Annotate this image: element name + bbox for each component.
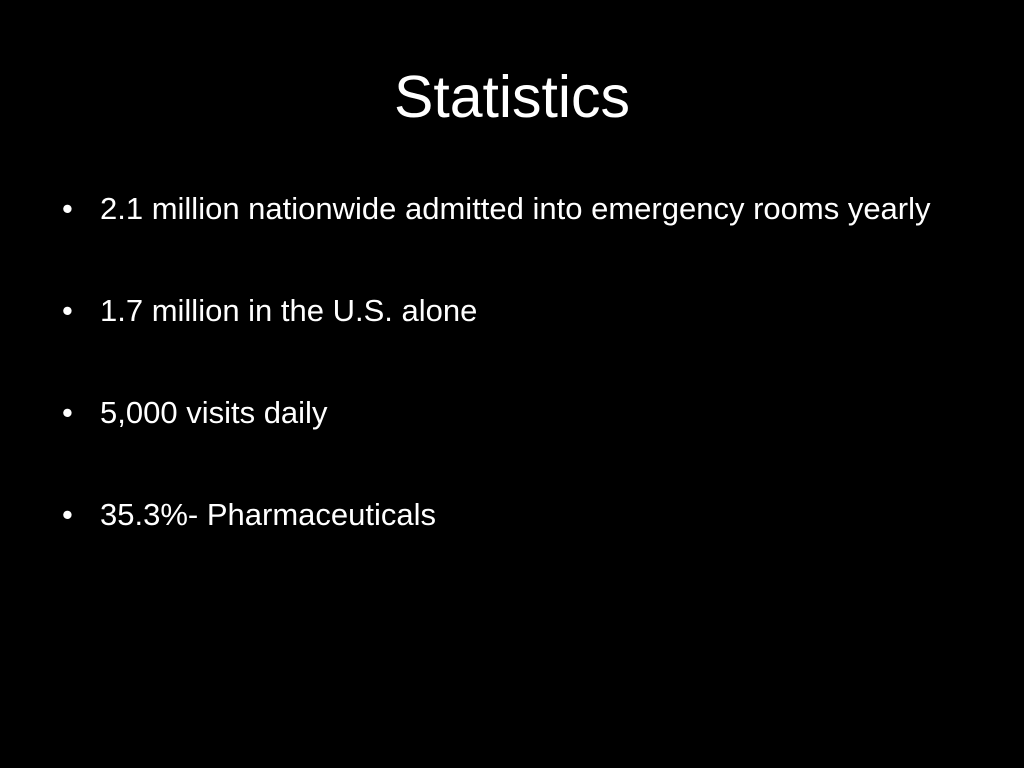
bullet-text: 2.1 million nationwide admitted into emergency rooms yearly (100, 191, 931, 226)
bullet-dot-icon: • (62, 395, 73, 430)
bullet-dot-icon: • (62, 191, 73, 226)
bullet-item (62, 188, 962, 229)
bullet-text: 1.7 million in the U.S. alone (100, 293, 478, 328)
bullet-list (62, 188, 962, 596)
bullet-text: 35.3%- Pharmaceuticals (100, 497, 436, 532)
bullet-dot-icon: • (62, 293, 73, 328)
slide-title: Statistics (393, 64, 631, 130)
bullet-item (62, 290, 962, 331)
bullet-item (62, 494, 962, 535)
bullet-dot-icon: • (62, 497, 73, 532)
bullet-item (62, 392, 962, 433)
bullet-text: 5,000 visits daily (100, 395, 328, 430)
